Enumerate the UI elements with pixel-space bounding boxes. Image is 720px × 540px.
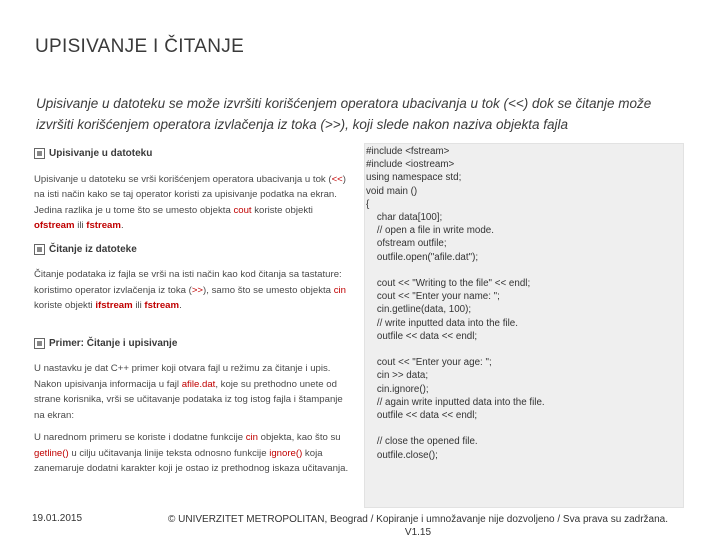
section-heading-reading: Čitanje iz datoteke — [34, 242, 354, 258]
footer-date: 19.01.2015 — [32, 513, 83, 524]
checkbox-bullet-icon — [34, 148, 45, 159]
footer-copyright: © UNIVERZITET METROPOLITAN, Beograd / Kopiranje i umnožavanje nije dozvoljeno / Sva prava su zadržana. V1.15 — [168, 514, 668, 538]
section-heading-writing: Upisivanje u datoteku — [34, 146, 354, 162]
intro-text: Upisivanje u datoteku se može izvršiti korišćenjem operatora ubacivanja u tok (<<) dok se čitanje može izvršiti korišćenjem operatora izvlačenja iz toka (>>), koji slede nakon naziva objekta fajla — [36, 96, 652, 132]
example-paragraph-1: U nastavku je dat C++ primer koji otvara fajl u režimu za čitanje i upis. Nakon upisivanja informacija u fajl afile.dat, koje su prethodno unete od strane korisnika, vrši se učitavanje podataka iz tog istog fajla i štampanje na ekran: — [34, 363, 343, 421]
checkbox-bullet-icon — [34, 244, 45, 255]
left-column — [34, 146, 354, 477]
checkbox-bullet-icon — [34, 338, 45, 349]
slide-title: UPISIVANJE I ČITANJE — [35, 36, 245, 57]
example-paragraph-2: U narednom primeru se koriste i dodatne funkcije cin objekta, kao što su getline() u cilju učitavanja linije teksta odnosno funkcije ignore() koja zanemaruje dodatni karakter koji je ostao iz prethodnog iskaza učitavanja. — [34, 432, 349, 474]
writing-paragraph: Upisivanje u datoteku se vrši korišćenjem operatora ubacivanja u tok (<<) na isti način kako se taj operator koristi za upisivanje podatka na ekran. Jedina razlika je u tome što se umesto objekta cout koriste objekti ofstream ili fstream. — [34, 173, 346, 231]
reading-paragraph: Čitanje podataka iz fajla se vrši na isti način kao kod čitanja sa tastature: koristimo operator izvlačenja iz toka (>>), samo što se umesto objekta cin koriste objekti ifstream ili fstream. — [34, 269, 346, 311]
section-heading-example: Primer: Čitanje i upisivanje — [34, 336, 354, 352]
code-block — [364, 143, 684, 508]
footer-version: V1.15 — [404, 527, 432, 538]
code-listing: #include <fstream> #include <iostream> using namespace std; void main () { char data[100]; // open a file in write mode. ofstream outfile; outfile.open("afile.dat"); cout << "Writing to the file" << endl; cout << "Enter your name: "; cin.getline(data, 100); // write inputted data into the file. outfile << data << endl; cout << "Enter your age: "; cin >> data; cin.ignore(); // again write inputted data into the file. outfile << data << endl; // close the opened file. outfile.close(); — [366, 146, 545, 461]
